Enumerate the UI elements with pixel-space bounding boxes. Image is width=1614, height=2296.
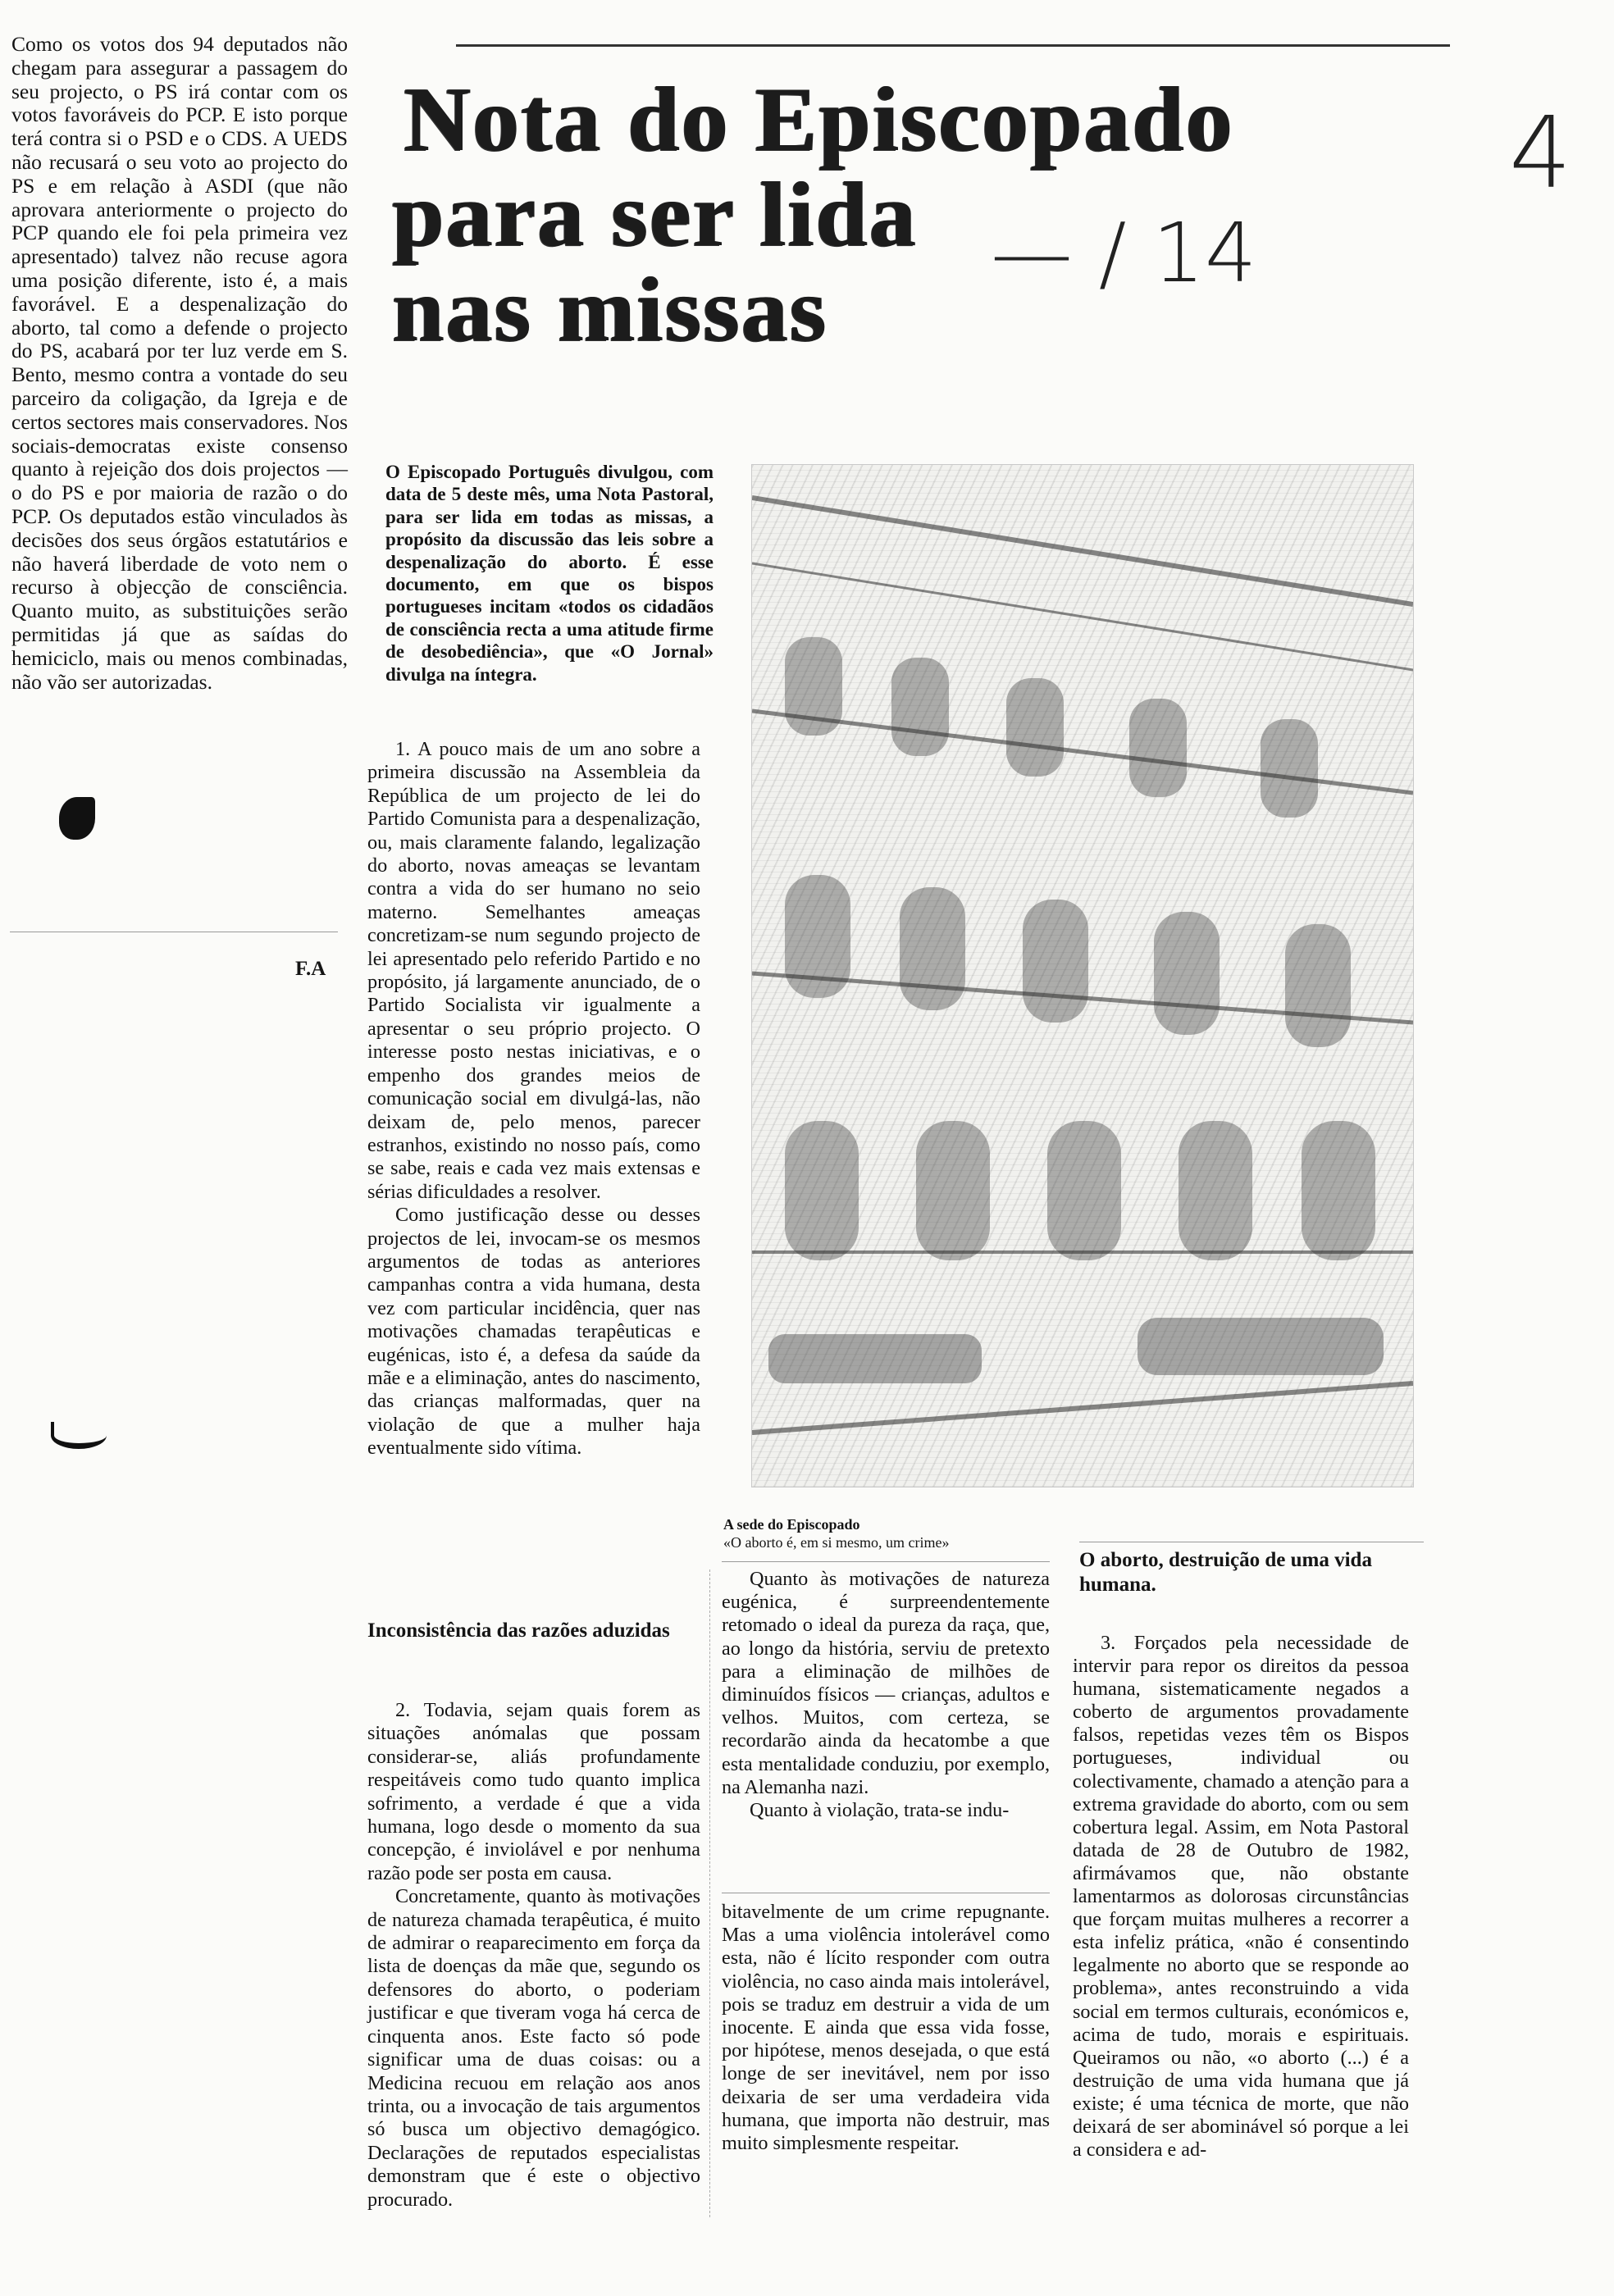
right-paragraph-1: 3. Forçados pela necessidade de intervir para repor os direitos da pessoa humana, sistematicamente negados a coberto de argumentos provadamente falsos, repetidas vezes têm os Bispos portugueses, individual ou colectivamente, chamado a atenção para a extrema gravidade do aborto, com ou sem cobertura legal. Assim, em Nota Pastoral datada de 28 de Outubro de 1982, afirmávamos que, não obstante lamentarmos as dolorosas circunstâncias que forçam muitas mulheres a recorrer a esta infeliz prática, «não é consentindo legalmente no aborto que se responde ao problema», antes reconstruindo a vida social em termos culturais, económicos e, acima de tudo, morais e espirituais. Queiramos ou não, «o aborto (...) é a destruição de uma vida humana que já existe; é uma técnica de morte, que não deixará de ser abominável só porque a lei a considera e ad-	[1073, 1632, 1409, 2162]
handwritten-page-number: 4	[1509, 97, 1572, 211]
author-signature: F.A	[295, 958, 326, 980]
left-column-text	[11, 33, 348, 694]
center-paragraph-2: Quanto à violação, trata-se indu-	[750, 1799, 1010, 1822]
top-rule	[456, 44, 1450, 47]
caption-title: A sede do Episcopado	[723, 1516, 860, 1533]
center-column	[722, 1568, 1050, 1822]
scan-blot	[59, 797, 95, 840]
paragraph-2: Como justificação desse ou desses projectos de lei, invocam-se os mesmos argumentos de todas as anteriores campanhas contra a vida humana, desta vez com particular incidência, quer nas motivações chamadas terapêuticas e eugénicas, isto é, a defesa da saúde da mãe e a eliminação, antes do nascimento, das crianças malformadas, quer na violação de que a mulher haja eventualmente sido vítima.	[367, 1204, 700, 1460]
paragraph-4: Concretamente, quanto às motivações de natureza chamada terapêutica, é muito de admirar o reaparecimento em força da lista de doenças da mãe que, segundo os defensores do aborto, o poderiam justificar e que tiveram voga há cerca de cinquenta anos. Este facto só pode significar uma de duas coisas: ou a Medicina recuou em relação aos anos trinta, ou a invocação de tais argumentos só busca um objectivo demagógico. Declarações de reputados especialistas demonstram que é este o objectivo procurado.	[367, 1885, 700, 2211]
intro-paragraph: O Episcopado Português divulgou, com data de 5 deste mês, uma Nota Pastoral, para ser lida em todas as missas, a propósito da discussão das leis sobre a despenalização do aborto. É esse documento, em que os bispos portugueses incitam «todos os cidadãos de consciência recta a uma atitude firme de desobediência», que «O Jornal» divulga na íntegra.	[385, 462, 714, 685]
subheading-inconsistencia: Inconsistência das razões aduzidas	[367, 1620, 670, 1642]
left-column-paragraph: Como os votos dos 94 deputados não chegam para assegurar a passagem do seu projecto, o PS irá contar com os votos favoráveis do PCP. E isto porque terá contra si o PSD e o CDS. A UEDS não recusará o seu voto ao projecto do PS e em relação à ASDI (que não aprovara anteriormente o projecto do PCP quando ele foi pela primeira vez apresentado) talvez não recuse agora uma posição diferente, isto é, a mais favorável. E a despenalização do aborto, tal como a defende o projecto do PS, acabará por ter luz verde em S. Bento, mesmo contra a vontade do seu parceiro da coligação, da Igreja e de certos sectores mais conservadores. Nos sociais-democratas existe consenso quanto à rejeição dos dois projectos — o do PS e por maioria de razão o do PCP. Os deputados estão vinculados às decisões dos seus órgãos estatutários e não haverá liberdade de voto nem o recurso à objecção de consciência. Quanto muito, as substituições serão permitidas já que as saídas do hemiciclo, mais ou menos combinadas, não vão ser autorizadas.	[11, 32, 348, 694]
handwritten-mark: — / 14	[991, 205, 1257, 301]
headline-line-2: para ser lida	[392, 164, 918, 266]
right-column	[1073, 1632, 1409, 2162]
center-column-rule	[722, 1561, 1050, 1562]
article-intro	[385, 461, 714, 686]
center-column-lower	[722, 1901, 1050, 2155]
paragraph-1: 1. A pouco mais de um ano sobre a primeira discussão na Assembleia da República de um projecto de lei do Partido Comunista para a despenalização, ou, mais claramente falando, legalização do aborto, novas ameaças se levantam contra a vida do ser humano no seio materno. Semelhantes ameaças concretizam-se num segundo projecto de lei apresentado pelo referido Partido e no propósito, já largamente anunciado, de o Partido Socialista vir igualmente a apresentar o seu próprio projecto. O interesse posto nestas iniciativas, e o empenho dos grandes meios de comunicação social em divulgá-las, não deixam de, pelo menos, parecer estranhos, existindo no nosso país, como se sabe, reais e cada vez mais extensas e sérias dificuldades a resolver.	[367, 738, 700, 1203]
subheading-destruicao: O aborto, destruição de uma vida humana.	[1079, 1549, 1372, 1596]
center-paragraph-3: bitavelmente de um crime repugnante. Mas a uma violência intolerável como esta, não é lícito responder com outra violência, no caso ainda mais intolerável, pois se traduz em destruir a vida de um inocente. E ainda que essa vida fosse, por hipótese, menos desejada, o que está longe de ser inevitável, nem por isso deixaria de ser uma verdadeira vida humana, que importa não destruir, mas muito simplesmente respeitar.	[722, 1901, 1050, 2155]
caption-quote: «O aborto é, em si mesmo, um crime»	[723, 1534, 950, 1551]
center-paragraph-1: Quanto às motivações de natureza eugénica, é surpreendentemente retomado o ideal da pureza da raça, que, ao longo da história, serviu de pretexto para a eliminação de milhões de diminuídos físicos — crianças, adultos e velhos. Muitos, com certeza, se recordarão ainda da hecatombe a que esta mentalidade conduziu, por exemplo, na Alemanha nazi.	[722, 1568, 1050, 1798]
photo-caption	[723, 1515, 1133, 1551]
column-divider	[709, 1569, 710, 2217]
paragraph-3: 2. Todavia, sejam quais forem as situações anómalas que possam considerar-se, aliás profundamente respeitáveis como tudo quanto implica sofrimento, a verdade é que a vida humana, logo desde o momento da sua concepção, é inviolável e por nenhuma razão pode ser posta em causa.	[367, 1699, 700, 1884]
scan-mark	[51, 1422, 107, 1449]
middle-column-lower	[367, 1699, 700, 2212]
headline-line-1: Nota do Episcopado	[404, 69, 1234, 171]
headline-line-3: nas missas	[392, 259, 828, 361]
middle-column	[367, 738, 700, 1460]
building-illustration	[752, 465, 1413, 1487]
building-photo	[751, 464, 1414, 1487]
